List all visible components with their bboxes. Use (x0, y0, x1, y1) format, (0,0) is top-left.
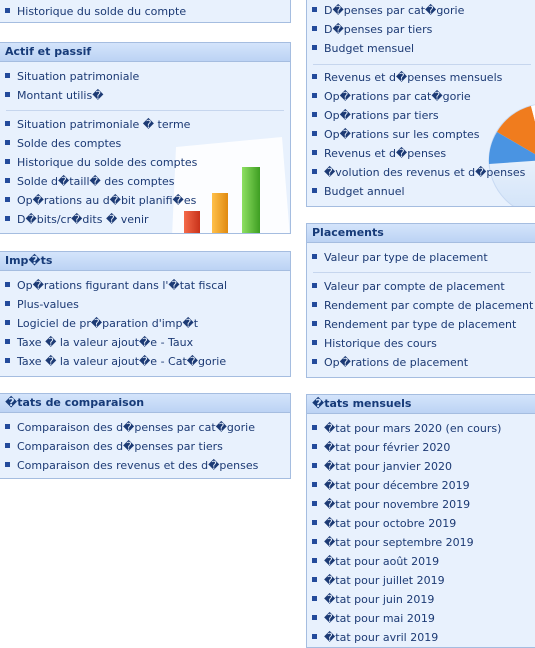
link-montant-utilise[interactable]: Montant utilis� (5, 86, 104, 105)
link-plus-values[interactable]: Plus-values (5, 295, 79, 314)
bullet-icon (312, 577, 317, 582)
bullet-icon (5, 301, 10, 306)
panel-title: Actif et passif (0, 43, 290, 62)
bullet-icon (5, 159, 10, 164)
bullet-icon (312, 558, 317, 563)
link-etat-juillet-2019[interactable]: �tat pour juillet 2019 (312, 571, 445, 590)
bullet-icon (312, 169, 317, 174)
link-situation-terme[interactable]: Situation patrimoniale � terme (5, 115, 190, 134)
bullet-icon (312, 501, 317, 506)
panel-etats-mensuels (306, 394, 535, 648)
link-operations-fiscal[interactable]: Op�rations figurant dans l'�tat fiscal (5, 276, 227, 295)
bullet-icon (5, 358, 10, 363)
bullet-icon (312, 596, 317, 601)
link-operations-comptes[interactable]: Op�rations sur les comptes (312, 125, 480, 144)
bullet-icon (5, 92, 10, 97)
bullet-icon (5, 197, 10, 202)
link-comparaison-tiers[interactable]: Comparaison des d�penses par tiers (5, 437, 223, 456)
bullet-icon (312, 425, 317, 430)
bullet-icon (5, 178, 10, 183)
link-solde-detaille[interactable]: Solde d�taill� des comptes (5, 172, 175, 191)
link-etat-juin-2019[interactable]: �tat pour juin 2019 (312, 590, 434, 609)
panel-comparaison (0, 393, 291, 479)
bullet-icon (312, 150, 317, 155)
link-debits-credits[interactable]: D�bits/cr�dits � venir (5, 210, 149, 229)
bar-chart-icon (172, 137, 291, 234)
link-revenus-depenses-mensuels[interactable]: Revenus et d�penses mensuels (312, 68, 502, 87)
link-depenses-tiers[interactable]: D�penses par tiers (312, 20, 432, 39)
panel-placements (306, 223, 535, 378)
link-solde-comptes[interactable]: Solde des comptes (5, 134, 121, 153)
bullet-icon (312, 463, 317, 468)
bullet-icon (312, 539, 317, 544)
link-historique-solde[interactable]: Historique du solde des comptes (5, 153, 197, 172)
separator (6, 110, 284, 111)
bullet-icon (312, 74, 317, 79)
link-depenses-categorie[interactable]: D�penses par cat�gorie (312, 1, 464, 20)
link-budget-mensuel[interactable]: Budget mensuel (312, 39, 414, 58)
bullet-icon (312, 321, 317, 326)
link-budget-annuel[interactable]: Budget annuel (312, 182, 405, 201)
link-etat-mars-2020[interactable]: �tat pour mars 2020 (en cours) (312, 419, 501, 438)
link-etat-avril-2019[interactable]: �tat pour avril 2019 (312, 628, 438, 647)
bullet-icon (312, 112, 317, 117)
link-historique-cours[interactable]: Historique des cours (312, 334, 437, 353)
bullet-icon (312, 7, 317, 12)
bullet-icon (5, 443, 10, 448)
bullet-icon (312, 93, 317, 98)
bullet-icon (5, 339, 10, 344)
bullet-icon (312, 359, 317, 364)
link-situation-patrimoniale[interactable]: Situation patrimoniale (5, 67, 139, 86)
panel-title: Imp�ts (0, 252, 290, 271)
link-etat-septembre-2019[interactable]: �tat pour septembre 2019 (312, 533, 474, 552)
link-logiciel-impot[interactable]: Logiciel de pr�paration d'imp�t (5, 314, 198, 333)
link-etat-novembre-2019[interactable]: �tat pour novembre 2019 (312, 495, 470, 514)
link-operations-categorie[interactable]: Op�rations par cat�gorie (312, 87, 471, 106)
link-operations-tiers[interactable]: Op�rations par tiers (312, 106, 439, 125)
link-evolution[interactable]: �volution des revenus et d�penses (312, 163, 525, 182)
bullet-icon (312, 634, 317, 639)
bar-red (184, 211, 200, 234)
bullet-icon (312, 283, 317, 288)
bullet-icon (5, 320, 10, 325)
link-tva-categorie[interactable]: Taxe � la valeur ajout�e - Cat�gorie (5, 352, 226, 371)
bullet-icon (312, 482, 317, 487)
panel-title: Placements (307, 224, 535, 243)
bullet-icon (5, 462, 10, 467)
link-etat-aout-2019[interactable]: �tat pour août 2019 (312, 552, 439, 571)
bullet-icon (5, 216, 10, 221)
bullet-icon (5, 73, 10, 78)
bullet-icon (312, 188, 317, 193)
bullet-icon (5, 121, 10, 126)
link-revenus-depenses[interactable]: Revenus et d�penses (312, 144, 446, 163)
bar-orange (212, 193, 228, 234)
left-top-panel (0, 0, 291, 23)
panel-title: �tats de comparaison (0, 394, 290, 413)
bar-green (242, 167, 260, 234)
panel-title: �tats mensuels (307, 395, 535, 414)
link-tva-taux[interactable]: Taxe � la valeur ajout�e - Taux (5, 333, 193, 352)
link-valeur-compte[interactable]: Valeur par compte de placement (312, 277, 505, 296)
bullet-icon (312, 615, 317, 620)
link-etat-octobre-2019[interactable]: �tat pour octobre 2019 (312, 514, 456, 533)
separator (313, 272, 531, 273)
bullet-icon (312, 340, 317, 345)
link-historique-solde-top[interactable]: Historique du solde du compte (5, 2, 186, 21)
link-comparaison-categorie[interactable]: Comparaison des d�penses par cat�gorie (5, 418, 255, 437)
bullet-icon (312, 444, 317, 449)
bullet-icon (312, 45, 317, 50)
panel-actif-passif (0, 42, 291, 234)
link-operations-placement[interactable]: Op�rations de placement (312, 353, 468, 372)
bullet-icon (312, 131, 317, 136)
link-rendement-type[interactable]: Rendement par type de placement (312, 315, 516, 334)
bullet-icon (312, 254, 317, 259)
link-valeur-type[interactable]: Valeur par type de placement (312, 248, 488, 267)
bullet-icon (5, 140, 10, 145)
bullet-icon (312, 520, 317, 525)
link-etat-mai-2019[interactable]: �tat pour mai 2019 (312, 609, 435, 628)
panel-impots (0, 251, 291, 377)
pie-chart-icon (483, 100, 535, 207)
link-etat-janvier-2020[interactable]: �tat pour janvier 2020 (312, 457, 452, 476)
bullet-icon (312, 26, 317, 31)
right-top-panel (306, 0, 535, 207)
separator (313, 64, 531, 65)
link-operations-planifiees[interactable]: Op�rations au d�bit planifi�es (5, 191, 196, 210)
bullet-icon (5, 8, 10, 13)
link-rendement-compte[interactable]: Rendement par compte de placement (312, 296, 533, 315)
bullet-icon (312, 302, 317, 307)
link-comparaison-revenus[interactable]: Comparaison des revenus et des d�penses (5, 456, 258, 475)
bullet-icon (5, 424, 10, 429)
bullet-icon (5, 282, 10, 287)
link-etat-decembre-2019[interactable]: �tat pour décembre 2019 (312, 476, 470, 495)
link-etat-fevrier-2020[interactable]: �tat pour février 2020 (312, 438, 450, 457)
